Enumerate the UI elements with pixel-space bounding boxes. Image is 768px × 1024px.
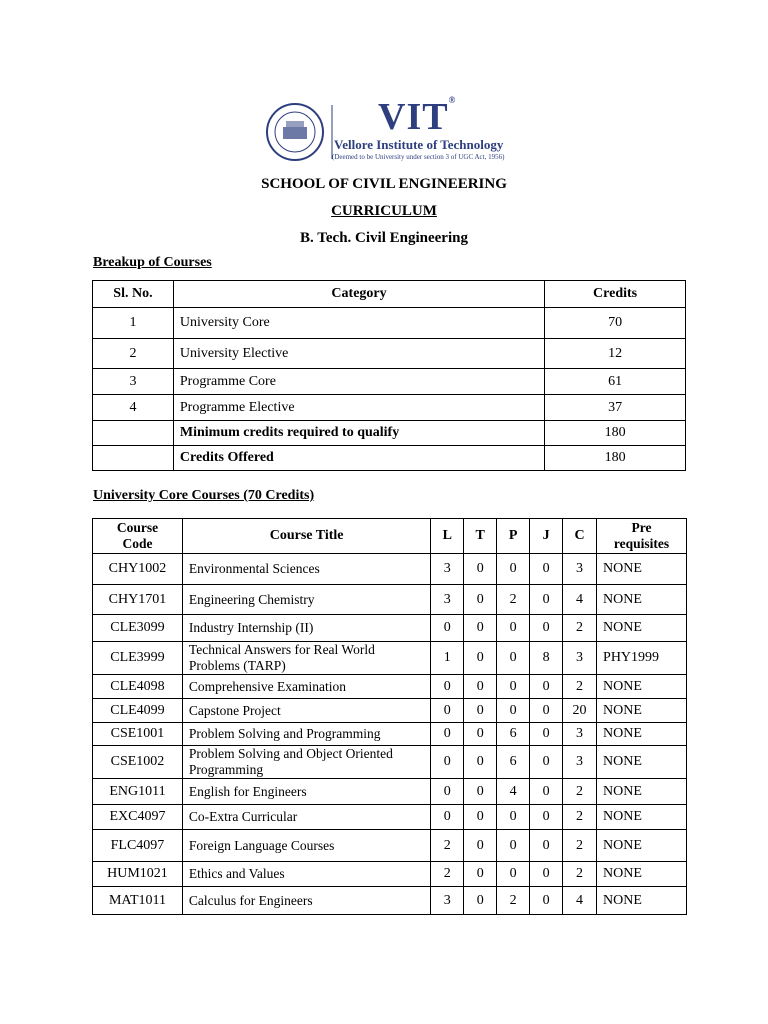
table-row [93,779,687,805]
institute-name: Vellore Institute of Technology [334,137,504,152]
p-cell: 0 [497,830,530,862]
j-cell: 0 [530,862,563,887]
header-c: C [563,519,597,554]
min-credits-value: 180 [545,421,686,446]
table-row [93,862,687,887]
t-cell: 0 [464,746,497,779]
c-cell: 3 [563,642,597,675]
table-row [93,554,687,585]
header-l: L [431,519,464,554]
prerequisite-cell: NONE [597,887,687,915]
course-title-cell: Engineering Chemistry [182,585,430,615]
prerequisite-cell: NONE [597,615,687,642]
credits-cell: 12 [545,339,686,369]
table-row [93,675,687,699]
t-cell: 0 [464,779,497,805]
course-code-cell: CHY1701 [93,585,183,615]
c-cell: 3 [563,554,597,585]
course-code-cell: CLE4098 [93,675,183,699]
p-cell: 0 [497,554,530,585]
c-cell: 3 [563,723,597,746]
category-cell: Programme Core [173,369,544,395]
school-title: SCHOOL OF CIVIL ENGINEERING [261,176,507,192]
min-credits-label: Minimum credits required to qualify [173,421,544,446]
j-cell: 0 [530,887,563,915]
credits-offered-value: 180 [545,446,686,471]
prerequisite-cell: NONE [597,723,687,746]
brand-text: VIT [378,96,449,138]
c-cell: 2 [563,830,597,862]
table-row [93,615,687,642]
breakup-header-row [93,281,686,308]
breakup-title: Breakup of Courses [93,255,212,270]
l-cell: 0 [431,746,464,779]
course-title-cell: Technical Answers for Real World Problems (TARP) [182,642,430,675]
l-cell: 0 [431,723,464,746]
c-cell: 2 [563,805,597,830]
c-cell: 2 [563,615,597,642]
credits-cell: 61 [545,369,686,395]
category-cell: Programme Elective [173,395,544,421]
header-pre-line1: Pre [631,520,652,535]
c-cell: 2 [563,779,597,805]
p-cell: 6 [497,746,530,779]
j-cell: 0 [530,675,563,699]
prerequisite-cell: NONE [597,830,687,862]
j-cell: 0 [530,779,563,805]
t-cell: 0 [464,862,497,887]
curriculum-title: CURRICULUM [331,203,437,219]
core-table-body [93,554,687,915]
t-cell: 0 [464,642,497,675]
course-title-cell: Problem Solving and Programming [182,723,430,746]
header-t: T [464,519,497,554]
credits-offered-label: Credits Offered [173,446,544,471]
sl-no-cell: 1 [93,308,174,339]
c-cell: 3 [563,746,597,779]
course-title-cell: Comprehensive Examination [182,675,430,699]
l-cell: 0 [431,805,464,830]
registered-mark: ® [448,95,457,105]
j-cell: 0 [530,805,563,830]
c-cell: 2 [563,675,597,699]
table-row [93,339,686,369]
t-cell: 0 [464,805,497,830]
category-cell: University Elective [173,339,544,369]
j-cell: 8 [530,642,563,675]
c-cell: 2 [563,862,597,887]
course-code-cell: CSE1002 [93,746,183,779]
p-cell: 6 [497,723,530,746]
table-row [93,805,687,830]
course-title-cell: Foreign Language Courses [182,830,430,862]
institute-tagline: (Deemed to be University under section 3 of UGC Act, 1956) [332,153,505,161]
course-title-cell: Capstone Project [182,699,430,723]
p-cell: 0 [497,862,530,887]
course-code-cell: ENG1011 [93,779,183,805]
l-cell: 0 [431,699,464,723]
course-code-cell: CLE3999 [93,642,183,675]
table-row [93,723,687,746]
prerequisite-cell: NONE [597,779,687,805]
prerequisite-cell: NONE [597,585,687,615]
p-cell: 2 [497,585,530,615]
t-cell: 0 [464,830,497,862]
breakup-table [92,280,686,471]
table-row [93,887,687,915]
course-code-cell: CHY1002 [93,554,183,585]
sl-no-cell: 3 [93,369,174,395]
l-cell: 2 [431,862,464,887]
prerequisite-cell: NONE [597,675,687,699]
t-cell: 0 [464,723,497,746]
p-cell: 0 [497,805,530,830]
l-cell: 3 [431,887,464,915]
prerequisite-cell: NONE [597,805,687,830]
p-cell: 4 [497,779,530,805]
l-cell: 3 [431,585,464,615]
t-cell: 0 [464,615,497,642]
p-cell: 2 [497,887,530,915]
programme-title: B. Tech. Civil Engineering [300,230,468,246]
j-cell: 0 [530,746,563,779]
l-cell: 0 [431,615,464,642]
t-cell: 0 [464,699,497,723]
header-sl-no: Sl. No. [93,281,174,308]
sl-no-cell: 4 [93,395,174,421]
course-code-cell: CLE4099 [93,699,183,723]
course-title-cell: English for Engineers [182,779,430,805]
table-row [93,699,687,723]
c-cell: 20 [563,699,597,723]
p-cell: 0 [497,615,530,642]
course-title-cell: Ethics and Values [182,862,430,887]
header-credits: Credits [545,281,686,308]
j-cell: 0 [530,585,563,615]
p-cell: 0 [497,675,530,699]
prerequisite-cell: NONE [597,699,687,723]
table-row [93,585,687,615]
j-cell: 0 [530,615,563,642]
min-credits-row [93,421,686,446]
core-courses-table [92,518,687,915]
table-row [93,369,686,395]
table-row [93,746,687,779]
table-row [93,830,687,862]
table-row [93,395,686,421]
header-j: J [530,519,563,554]
header-prerequisites [597,519,687,554]
course-title-cell: Co-Extra Curricular [182,805,430,830]
j-cell: 0 [530,830,563,862]
header-course-title: Course Title [182,519,430,554]
c-cell: 4 [563,585,597,615]
header-course-code-line1: Course [116,520,159,535]
l-cell: 3 [431,554,464,585]
header-pre-line2: requisites [613,536,670,551]
header-category: Category [173,281,544,308]
sl-no-cell: 2 [93,339,174,369]
l-cell: 2 [431,830,464,862]
course-code-cell: FLC4097 [93,830,183,862]
prerequisite-cell: NONE [597,554,687,585]
prerequisite-cell: NONE [597,746,687,779]
t-cell: 0 [464,675,497,699]
core-header-row [93,519,687,554]
j-cell: 0 [530,723,563,746]
course-code-cell: CLE3099 [93,615,183,642]
header-p: P [497,519,530,554]
j-cell: 0 [530,554,563,585]
course-title-cell: Calculus for Engineers [182,887,430,915]
l-cell: 0 [431,675,464,699]
l-cell: 0 [431,779,464,805]
vit-logo [266,97,506,167]
credits-offered-row [93,446,686,471]
table-row [93,308,686,339]
course-code-cell: CSE1001 [93,723,183,746]
prerequisite-cell: PHY1999 [597,642,687,675]
core-title: University Core Courses (70 Credits) [93,488,315,503]
t-cell: 0 [464,554,497,585]
l-cell: 1 [431,642,464,675]
header-course-code-line2: Code [122,536,153,551]
c-cell: 4 [563,887,597,915]
table-row [93,642,687,675]
p-cell: 0 [497,699,530,723]
j-cell: 0 [530,699,563,723]
empty-cell [93,446,174,471]
course-code-cell: MAT1011 [93,887,183,915]
header-course-code [93,519,183,554]
p-cell: 0 [497,642,530,675]
credits-cell: 70 [545,308,686,339]
prerequisite-cell: NONE [597,862,687,887]
course-code-cell: HUM1021 [93,862,183,887]
course-title-cell: Environmental Sciences [182,554,430,585]
course-code-cell: EXC4097 [93,805,183,830]
empty-cell [93,421,174,446]
category-cell: University Core [173,308,544,339]
course-title-cell: Industry Internship (II) [182,615,430,642]
t-cell: 0 [464,585,497,615]
credits-cell: 37 [545,395,686,421]
t-cell: 0 [464,887,497,915]
course-title-cell: Problem Solving and Object Oriented Programming [182,746,430,779]
